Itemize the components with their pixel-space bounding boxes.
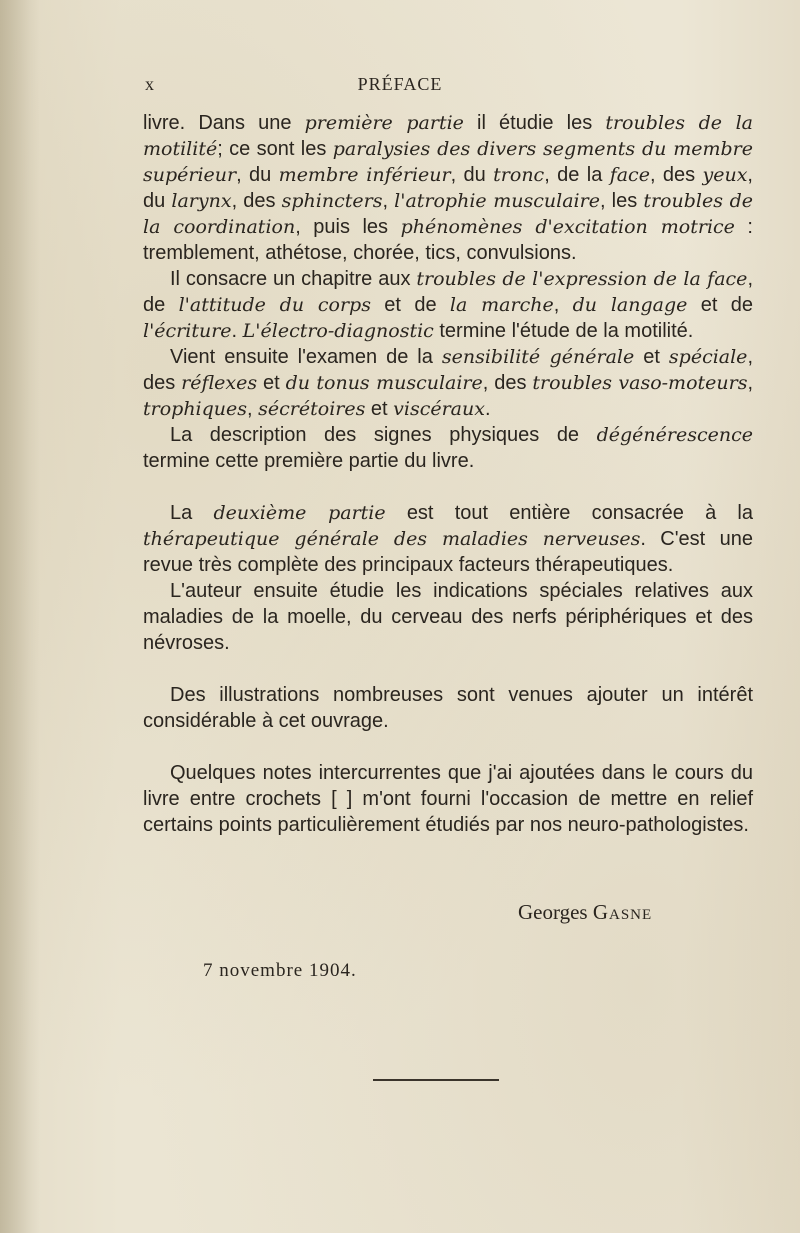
italic-run: première partie [304,112,464,134]
text-run: , du [236,164,279,186]
text-run: et [634,346,669,368]
text-run: Des illustrations nombreuses sont venues ajouter un intérêt considérable à cet ouvrage. [143,684,753,732]
text-run: : tremblement, athétose, chorée, tics, convulsions. [143,216,753,264]
text-run: , les [599,190,644,212]
paragraph-p1 [143,110,753,266]
paragraph-gap [143,656,753,682]
text-run: , puis les [295,216,401,238]
text-run: et de [687,294,753,316]
italic-run: membre inférieur [278,164,451,186]
text-run: La description des signes physiques de [170,424,597,446]
italic-run: tronc [493,164,545,186]
paragraph-gap [143,734,753,760]
italic-run: sécrétoires [258,398,366,420]
text-run: livre. Dans une [143,112,305,134]
italic-run: du langage [572,294,688,316]
italic-run: L'électro-diagnostic [242,320,434,342]
italic-run: sensibilité générale [441,346,635,368]
text-run: , du [143,164,753,212]
text-run: , de [143,268,753,316]
page-number: x [145,74,154,94]
text-run: termine cette première partie du livre. [143,450,475,472]
paragraph-p3 [143,344,753,422]
paragraph-p7 [143,682,753,734]
italic-run: sphincters [281,190,383,212]
paragraph-p5 [143,500,753,578]
italic-run: larynx [171,190,232,212]
text-run: L'auteur ensuite étudie les indications spéciales relatives aux maladies de la moelle, du cerveau des nerfs périphériques et des névroses. [143,580,753,654]
italic-run: du tonus musculaire [285,372,483,394]
paragraph-p4 [143,422,753,474]
text-run: . [484,398,491,420]
italic-run: paralysies des divers segments du membre supérieur [143,138,753,186]
text-run: , [247,398,259,420]
body-text [143,110,753,838]
text-run: et de [370,294,450,316]
signature-first-name: Georges [518,900,588,924]
horizontal-rule [373,1079,499,1081]
text-run: . C'est une revue très complète des principaux facteurs thérapeutiques. [143,528,754,576]
text-run: est tout entière consacrée à la [385,502,753,524]
text-run: ; ce sont les [217,138,333,160]
italic-run: yeux [702,164,748,186]
text-run: , de la [544,164,610,186]
italic-run: thérapeutique générale des maladies nerveuses [143,528,641,550]
page-edge-shading [0,0,40,1233]
text-run: termine l'étude de la motilité. [433,320,694,342]
paragraph-p2 [143,266,753,344]
running-head [0,74,800,96]
italic-run: trophiques [143,398,248,420]
italic-run: la marche [449,294,554,316]
italic-run: réflexes [181,372,258,394]
text-run: , des [649,164,703,186]
italic-run: phénomènes d'excitation motrice [400,216,735,238]
paragraph-p6 [143,578,753,656]
signature [518,900,652,925]
italic-run: l'écriture [143,320,232,342]
text-run: . [231,320,243,342]
italic-run: troubles de la motilité [143,112,753,160]
text-run: Il consacre un chapitre aux [170,268,417,290]
text-run: et [257,372,286,394]
text-run: , [382,190,395,212]
italic-run: troubles vaso-moteurs [532,372,748,394]
text-run: Vient ensuite l'examen de la [170,346,442,368]
text-run: , [553,294,573,316]
text-run: , des [143,346,753,394]
text-run: , du [450,164,494,186]
text-run: La [170,502,214,524]
text-run: , des [231,190,282,212]
text-run: , [747,372,754,394]
preface-date: 7 novembre 1904. [203,960,357,981]
italic-run: spéciale [668,346,748,368]
text-run: il étudie les [463,112,606,134]
italic-run: troubles de la coordination [143,190,753,238]
italic-run: face [609,164,650,186]
italic-run: l'atrophie musculaire [394,190,600,212]
text-run: et [365,398,394,420]
signature-last-name: Gasne [592,900,653,924]
italic-run: dégénérescence [596,424,753,446]
running-title: PRÉFACE [357,74,443,94]
italic-run: deuxième partie [213,502,386,524]
italic-run: l'attitude du corps [178,294,371,316]
italic-run: troubles de l'expression de la face [416,268,748,290]
italic-run: viscéraux [393,398,485,420]
paragraph-p8 [143,760,753,838]
text-run: Quelques notes intercurrentes que j'ai ajoutées dans le cours du livre entre crochets [ ] m'ont fourni l'occasion de mettre en relief certains points particulièrement étudiés par nos neuro-pathologistes. [143,762,753,836]
paragraph-gap [143,474,753,500]
text-run: , des [482,372,533,394]
